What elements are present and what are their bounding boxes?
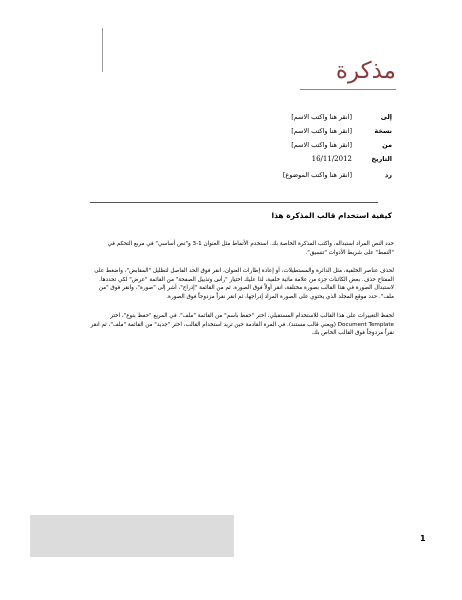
title-underline xyxy=(300,89,396,90)
field-to xyxy=(92,110,392,124)
field-value[interactable]: 16/11/2012 xyxy=(311,155,352,163)
field-label: إلى xyxy=(380,113,392,121)
field-date xyxy=(92,152,392,166)
field-value[interactable]: [انقر هنا واكتب الموضوع] xyxy=(282,171,352,179)
field-from xyxy=(92,138,392,152)
field-cc xyxy=(92,124,392,138)
decorative-vertical-line xyxy=(102,28,103,72)
field-value[interactable]: [انقر هنا واكتب الاسم] xyxy=(291,113,352,121)
header-divider xyxy=(90,202,378,203)
field-subject xyxy=(92,168,392,182)
field-label: التاريخ xyxy=(371,155,392,163)
memo-title: مذكرة xyxy=(335,58,396,84)
footer-shape xyxy=(30,515,234,557)
field-value[interactable]: [انقر هنا واكتب الاسم] xyxy=(291,141,352,149)
field-value[interactable]: [انقر هنا واكتب الاسم] xyxy=(291,127,352,135)
page-number: 1 xyxy=(420,534,426,543)
field-label: نسخة xyxy=(374,127,392,135)
body-paragraph: لحفظ التغييرات على هذا القالب للاستخدام المستقبلي، اختر "حفظ باسم" من القائمة "ملف". في المربع "حفظ بنوع"، اختر Document Template (ويعني قالب مستند). في المرة القادمة حين تريد استخدام القالب، اختر "جديد" من القائمة "ملف"، ثم انقر نقراً مزدوجاً فوق القالب الخاص بك. xyxy=(90,313,394,337)
body-paragraph: لحذف عناصر الخلفية، مثل الدائرة والمستطيلات، أو إعادة إطارات العنوان، انقر فوق الحد الفاصل لتظليل "المقابض"، واضغط على المفتاح حذف. بعض الكائنات جزء من علامة مائية خلفية، لذا عليك اختيار "رأس وتذييل الصفحة" من القائمة "عرض" لكي تحددها. لاستبدال الصورة في هذا القالب بصورة مختلفة، انقر أولاً فوق الصورة. ثم من القائمة "إدراج"، أشر إلى "صورة"، وانقر فوق "من ملف". حدد موقع المجلد الذي يحتوي على الصورة المراد إدراجها، ثم انقر نقراً مزدوجاً فوق الصورة. xyxy=(94,268,394,300)
section-heading: كيفية استخدام قالب المذكرة هذا xyxy=(271,211,392,220)
field-label: من xyxy=(382,141,392,149)
body-paragraph: حدد النص المراد استبداله، واكتب المذكرة الخاصة بك. استخدم الأنماط مثل العنوان 1-3 و"نص أساسي" في مربع التحكم في "النمط" على شريط الأدوات "تنسيق". xyxy=(107,241,394,256)
field-label: رد xyxy=(384,171,392,179)
